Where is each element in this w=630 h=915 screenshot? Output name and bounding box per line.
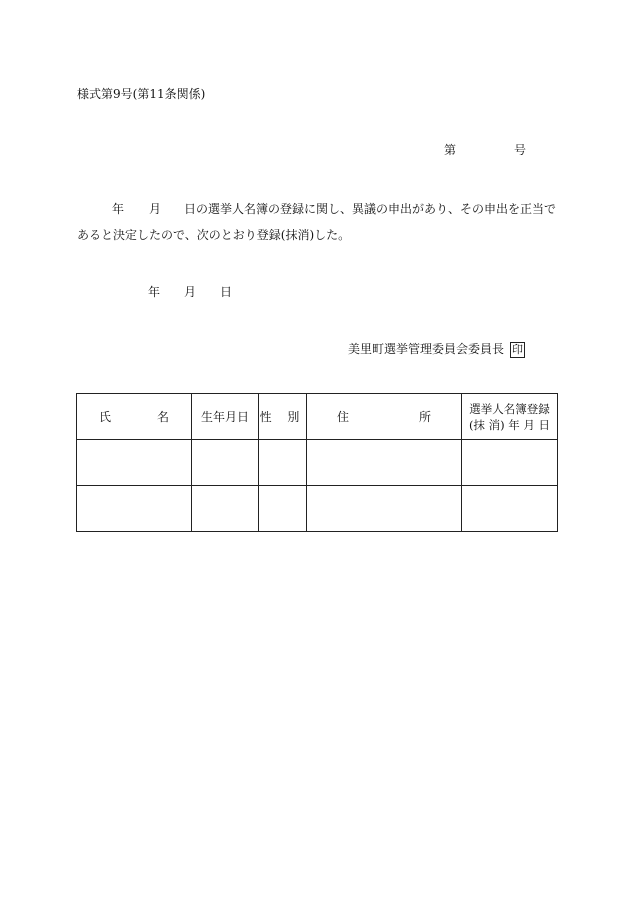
table-row <box>77 486 558 532</box>
header-address-right: 所 <box>418 410 431 424</box>
cell-registration-date[interactable] <box>462 440 558 486</box>
signer-title: 美里町選挙管理委員会委員長 <box>348 342 505 356</box>
date-year: 年 <box>148 285 161 299</box>
body-month: 月 <box>149 202 162 216</box>
header-address <box>307 394 462 440</box>
doc-number-prefix: 第 <box>444 143 457 157</box>
cell-registration-date[interactable] <box>462 486 558 532</box>
date-month: 月 <box>184 285 197 299</box>
header-reg-line1: 選挙人名簿登録 <box>469 401 550 416</box>
header-birthdate: 生年月日 <box>192 394 259 440</box>
cell-birthdate[interactable] <box>192 440 259 486</box>
header-reg-line2: (抹 消) 年 月 日 <box>468 417 551 432</box>
cell-name[interactable] <box>77 486 192 532</box>
signer-row <box>348 340 525 358</box>
header-name <box>77 394 192 440</box>
table-header-row <box>77 394 558 440</box>
cell-address[interactable] <box>307 486 462 532</box>
form-label: 様式第9号(第11条関係) <box>77 87 206 101</box>
table-row <box>77 440 558 486</box>
cell-address[interactable] <box>307 440 462 486</box>
body-year: 年 <box>112 202 125 216</box>
header-sex: 性 別 <box>259 394 307 440</box>
cell-sex[interactable] <box>259 440 307 486</box>
body-text-1: 日の選挙人名簿の登録に関し、異議の申出があり、その申出を正当で <box>184 202 557 216</box>
seal-stamp: 印 <box>512 342 524 356</box>
cell-sex[interactable] <box>259 486 307 532</box>
header-name-right: 名 <box>156 410 169 424</box>
header-name-left: 氏 <box>99 410 112 424</box>
body-text-line2: あると決定したので、次のとおり登録(抹消)した。 <box>77 228 351 242</box>
registration-table <box>76 393 558 532</box>
cell-birthdate[interactable] <box>192 486 259 532</box>
header-registration-date <box>462 394 558 440</box>
doc-number-suffix: 号 <box>514 143 527 157</box>
date-day: 日 <box>220 285 233 299</box>
header-address-left: 住 <box>337 410 350 424</box>
cell-name[interactable] <box>77 440 192 486</box>
